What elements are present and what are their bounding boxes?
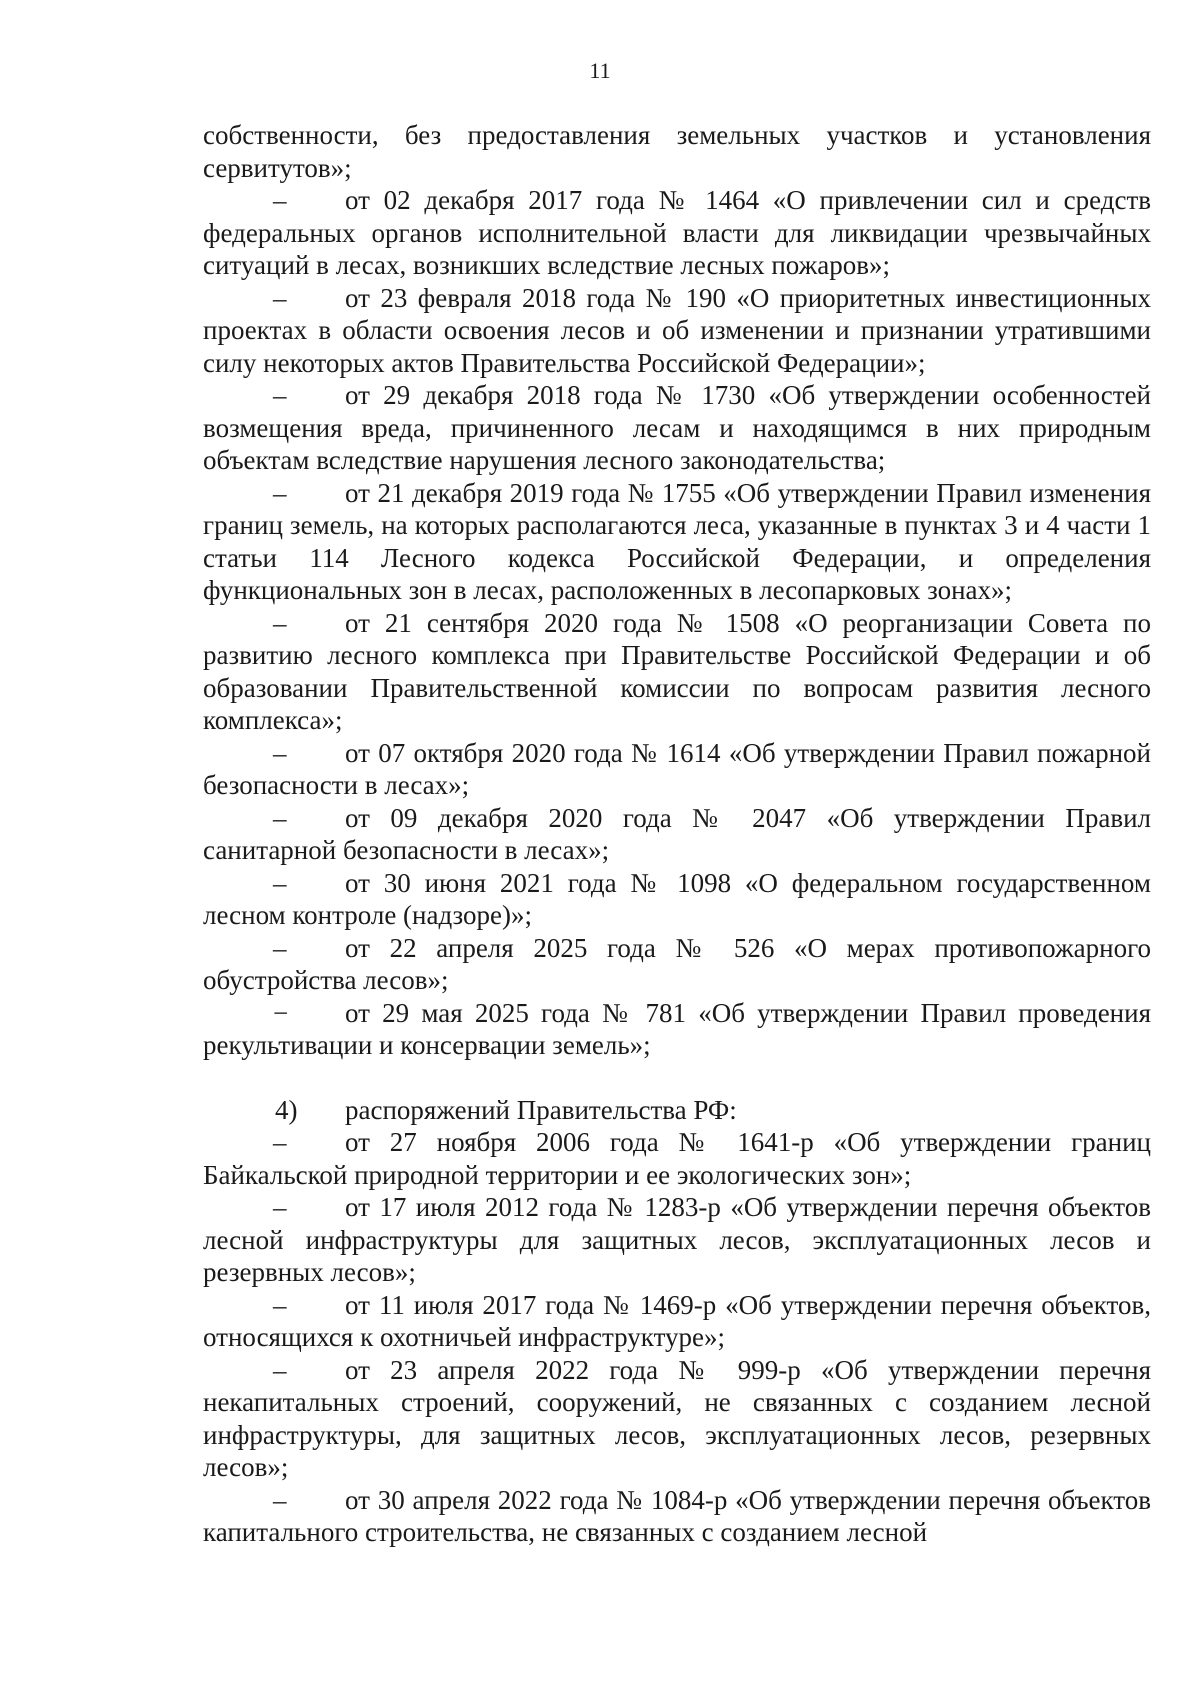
list-item — [203, 1354, 1151, 1484]
list-dash: – — [273, 867, 287, 898]
list-item — [203, 1289, 1151, 1354]
list-item — [203, 1126, 1151, 1191]
list-item — [203, 1191, 1151, 1289]
list-dash: – — [273, 477, 287, 508]
list-item — [203, 997, 1151, 1062]
list-item-text: от 29 декабря 2018 года № 1730 «Об утверждении особенностей возмещения вреда, причиненного лесам и находящимся в них природным объектам вследствие нарушения лесного законодательства; — [203, 380, 1151, 475]
list-dash: – — [273, 1354, 287, 1385]
list-item-text: от 21 декабря 2019 года № 1755 «Об утверждении Правил изменения границ земель, на которых располагаются леса, указанные в пунктах 3 и 4 части 1 статьи 114 Лесного кодекса Российской Федерации, и определения функциональных зон в лесах, расположенных в лесопарковых зонах»; — [203, 477, 1151, 605]
list-item — [203, 184, 1151, 282]
document-body — [203, 119, 1151, 1549]
list-item-text: от 21 сентября 2020 года № 1508 «О реорганизации Совета по развитию лесного комплекса при Правительстве Российской Федерации и об образовании Правительственной комиссии по вопросам развития лесного комплекса»; — [203, 607, 1151, 735]
government-decrees-list — [203, 184, 1151, 1062]
page-number: 11 — [589, 58, 611, 83]
list-item-text: от 30 июня 2021 года № 1098 «О федеральном государственном лесном контроле (надзоре)»; — [203, 867, 1151, 930]
section-number: 4) — [275, 1094, 298, 1125]
list-dash: – — [273, 1127, 287, 1157]
section-title: распоряжений Правительства РФ: — [345, 1094, 737, 1125]
list-item — [203, 282, 1151, 380]
list-item — [203, 932, 1151, 997]
list-dash: – — [273, 380, 287, 410]
section-heading — [203, 1094, 1151, 1127]
list-dash: – — [273, 282, 287, 313]
list-item-text: от 23 апреля 2022 года № 999-р «Об утверждении перечня некапитальных строений, сооружений, не связанных с созданием лесной инфраструктуры, для защитных лесов, эксплуатационных лесов, резервных лесов»; — [203, 1354, 1151, 1482]
list-item-text: от 29 мая 2025 года № 781 «Об утверждении Правил проведения рекультивации и консервации земель»; — [203, 997, 1151, 1060]
list-dash: – — [273, 185, 287, 215]
list-dash: – — [273, 607, 287, 638]
government-orders-list — [203, 1126, 1151, 1549]
list-item-text: от 07 октября 2020 года № 1614 «Об утверждении Правил пожарной безопасности в лесах»; — [203, 737, 1151, 800]
list-item-text: от 09 декабря 2020 года № 2047 «Об утверждении Правил санитарной безопасности в лесах»; — [203, 802, 1151, 865]
list-dash: – — [273, 737, 287, 768]
list-item-text: от 17 июля 2012 года № 1283-р «Об утверждении перечня объектов лесной инфраструктуры для защитных лесов, эксплуатационных лесов и резервных лесов»; — [203, 1192, 1151, 1287]
intro-paragraph: собственности, без предоставления земельных участков и установления сервитутов»; — [203, 120, 1151, 183]
list-dash: – — [273, 1484, 287, 1515]
list-item — [203, 477, 1151, 607]
list-dash: – — [273, 1289, 287, 1320]
list-dash: – — [273, 1192, 287, 1222]
list-item-text: от 11 июля 2017 года № 1469-р «Об утверждении перечня объектов, относящихся к охотничьей инфраструктуре»; — [203, 1289, 1151, 1352]
list-item-text: от 23 февраля 2018 года № 190 «О приоритетных инвестиционных проектах в области освоения лесов и об изменении и признании утратившими силу некоторых актов Правительства Российской Федерации»; — [203, 282, 1151, 378]
list-dash: − — [273, 997, 289, 1028]
list-item-text: от 27 ноября 2006 года № 1641-р «Об утверждении границ Байкальской природной территории и ее экологических зон»; — [203, 1127, 1151, 1190]
list-item — [203, 867, 1151, 932]
list-item-text: от 02 декабря 2017 года № 1464 «О привлечении сил и средств федеральных органов исполнительной власти для ликвидации чрезвычайных ситуаций в лесах, возникших вследствие лесных пожаров»; — [203, 185, 1151, 280]
list-item-text: от 22 апреля 2025 года № 526 «О мерах противопожарного обустройства лесов»; — [203, 932, 1151, 995]
list-item — [203, 1484, 1151, 1549]
list-item-text: от 30 апреля 2022 года № 1084-р «Об утверждении перечня объектов капитального строительства, не связанных с созданием лесной — [203, 1484, 1151, 1547]
section-gap — [203, 1062, 1151, 1094]
list-dash: – — [273, 932, 287, 963]
list-item — [203, 379, 1151, 477]
list-item — [203, 737, 1151, 802]
list-item — [203, 607, 1151, 737]
list-dash: – — [273, 802, 287, 833]
list-item — [203, 802, 1151, 867]
